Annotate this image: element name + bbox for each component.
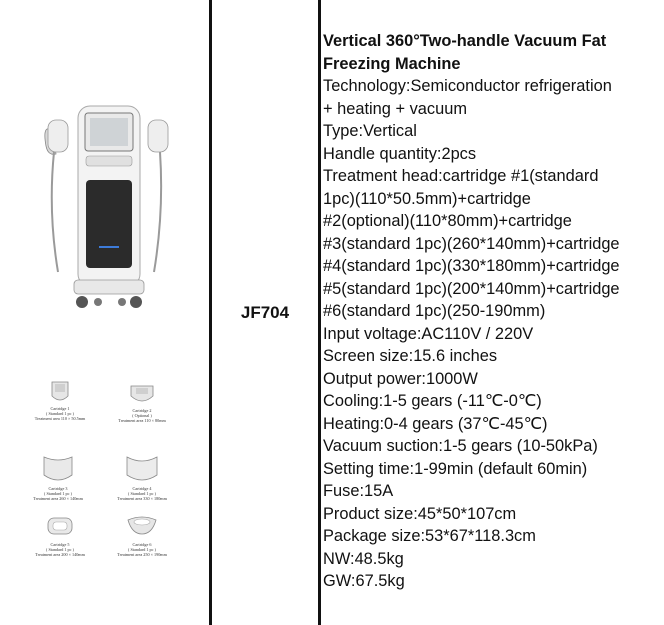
spec-line: Cooling:1-5 gears (-11℃-0℃) [323,392,542,410]
spec-line: Package size:53*67*118.3cm [323,527,536,545]
cartridge-area: Treatment area 110 × 50.5mm [34,416,86,421]
spec-lines [323,75,663,593]
spec-line: Treatment head:cartridge #1(standard [323,167,599,185]
column-divider [318,0,321,625]
cartridge-name: Cartridge 3 [48,486,68,491]
spec-line: #5(standard 1pc)(200*140mm)+cartridge [323,279,620,298]
model-number: JF704 [240,302,290,322]
cartridge-icon [124,454,160,484]
spec-title-line: Vertical 360°Two-handle Vacuum Fat [323,32,607,50]
spec-line: Output power:1000W [323,369,478,388]
cartridge-item [112,454,172,501]
cartridge-icon [45,514,75,540]
cartridge-icon [49,378,71,404]
cartridge-name: Cartridge 5 [50,542,70,547]
cartridge-note: ( Optional ) [132,413,152,418]
cartridge-area: Treatment area 110 × 80mm [118,418,166,423]
spec-line: 1pc)(110*50.5mm)+cartridge [323,189,531,208]
spec-line: GW:67.5kg [323,572,405,590]
model-column [212,0,318,625]
spec-line: Technology:Semiconductor refrigeration [323,77,612,95]
spec-line: Type:Vertical [323,122,417,140]
cartridge-name: Cartridge 6 [132,542,152,547]
spec-line: Handle quantity:2pcs [323,144,477,163]
cartridge-note: ( Standard 1 pc ) [46,411,74,416]
cartridge-note: ( Standard 1 pc ) [128,547,156,552]
spec-line: Input voltage:AC110V / 220V [323,324,534,343]
spec-line: Heating:0-4 gears (37℃-45℃) [323,414,548,433]
cartridge-area: Treatment area 200 × 140mm [35,552,85,557]
cartridge-name: Cartridge 4 [132,486,152,491]
spec-line: Fuse:15A [323,482,394,500]
spec-line: Screen size:15.6 inches [323,347,498,365]
spec-line: Vacuum suction:1-5 gears (10-50kPa) [323,437,598,455]
cartridge-item [30,378,90,421]
cartridge-name: Cartridge 1 [50,406,70,411]
spec-line: Setting time:1-99min (default 60min) [323,459,588,478]
spec-title-line: Freezing Machine [323,54,461,73]
cartridge-item [28,454,88,501]
cartridge-area: Treatment area 260 × 140mm [33,496,83,501]
cartridge-item [30,514,90,557]
spec-line: NW:48.5kg [323,549,404,568]
spec-line: Product size:45*50*107cm [323,504,517,523]
spec-line: #2(optional)(110*80mm)+cartridge [323,212,572,230]
product-image-column [0,0,209,625]
cartridge-icon [41,454,75,484]
spec-line: #3(standard 1pc)(260*140mm)+cartridge [323,234,620,253]
cartridge-name: Cartridge 2 [132,408,152,413]
cartridge-note: ( Standard 1 pc ) [46,547,74,552]
cartridge-note: ( Standard 1 pc ) [128,491,156,496]
cartridge-icon [125,514,159,540]
machine-illustration [38,100,193,315]
cartridge-note: ( Standard 1 pc ) [44,491,72,496]
specification-column [323,30,663,593]
cartridge-icon [129,382,155,406]
spec-line: + heating + vacuum [323,99,467,118]
cartridge-item [112,514,172,557]
spec-line: #4(standard 1pc)(330*180mm)+cartridge [323,257,620,275]
cartridge-area: Treatment area 250 × 190mm [117,552,167,557]
cartridge-item [112,382,172,423]
cartridge-area: Treatment area 330 × 180mm [117,496,167,501]
spec-line: #6(standard 1pc)(250-190mm) [323,302,546,320]
